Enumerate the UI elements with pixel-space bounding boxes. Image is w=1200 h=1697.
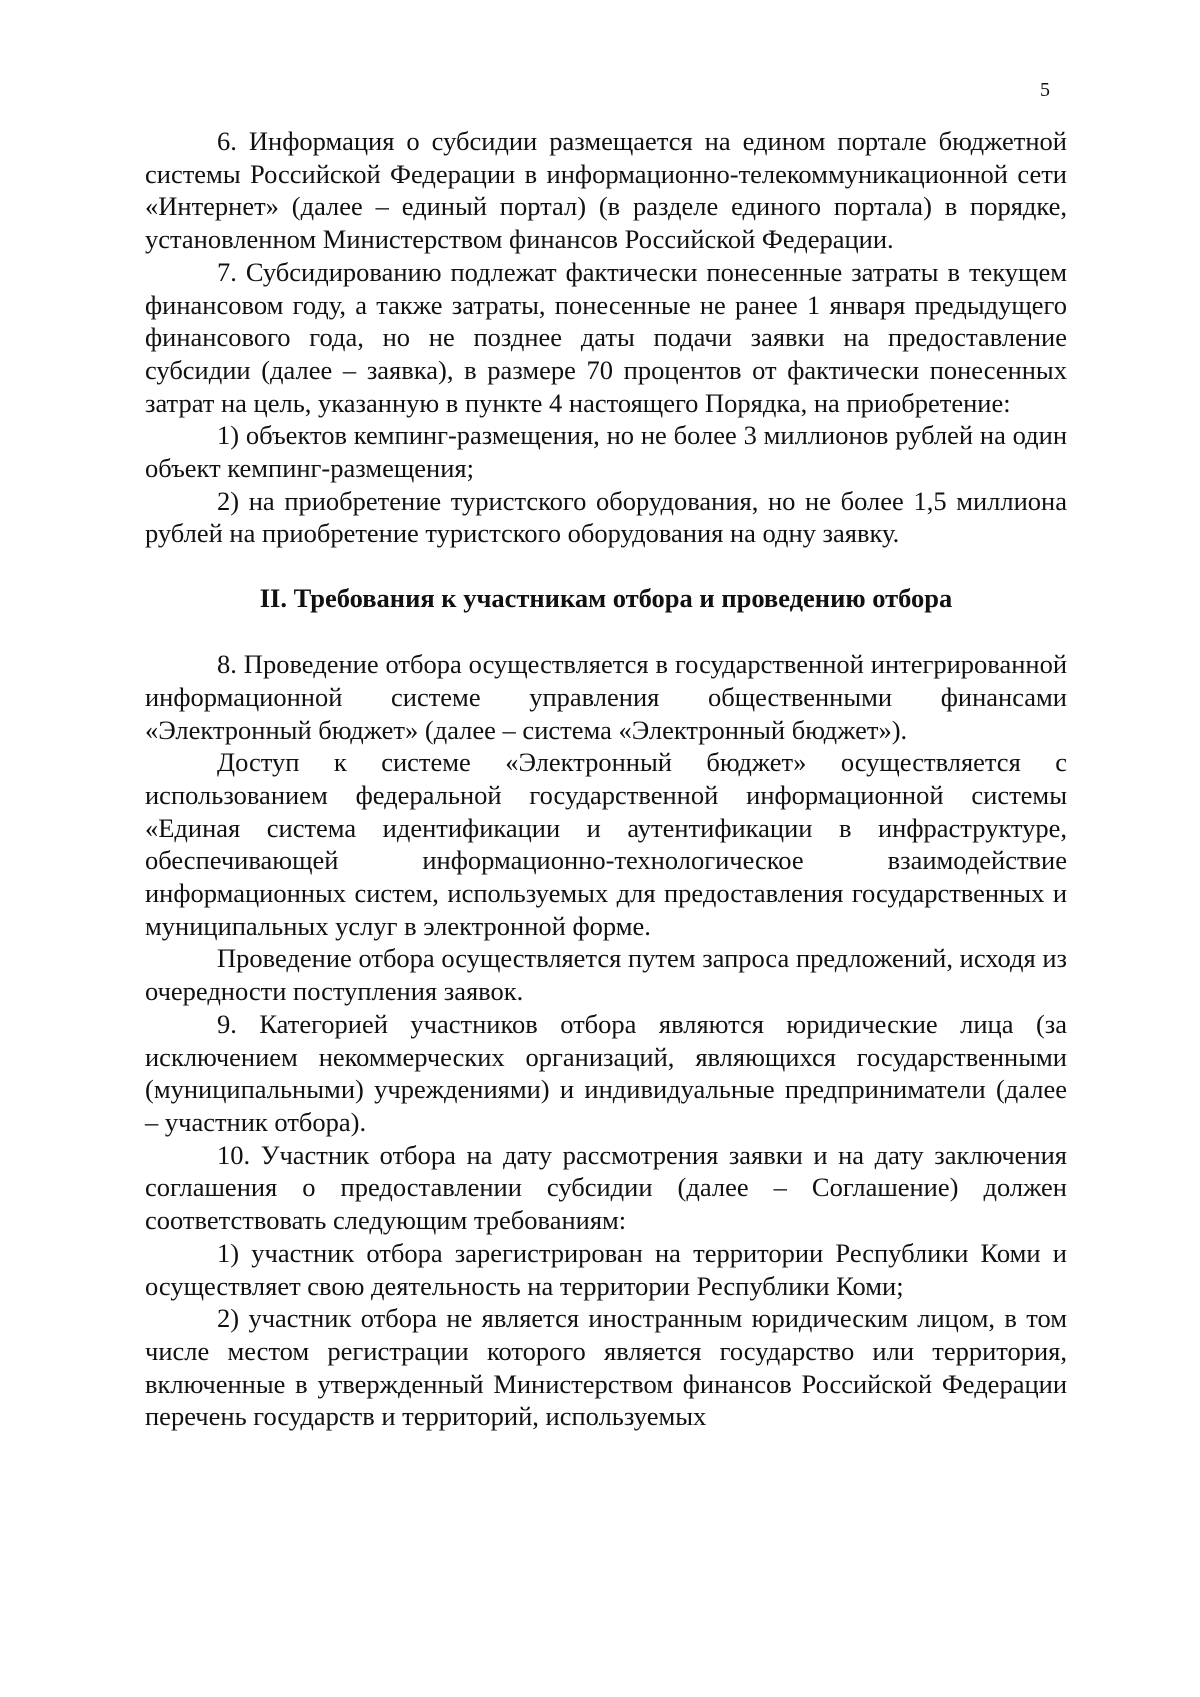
paragraph-10-item-2: 2) участник отбора не является иностранным юридическим лицом, в том числе местом регистрации которого является государство или территория, включенные в утвержденный Министерством финансов Российской Федерации перечень государств и территорий, используемых: [145, 1303, 1067, 1432]
paragraph-7-subsidized-costs: 7. Субсидированию подлежат фактически понесенные затраты в текущем финансовом году, а также затраты, понесенные не ранее 1 января предыдущего финансового года, но не позднее даты подачи заявки на предоставление субсидии (далее – заявка), в размере 70 процентов от фактически понесенных затрат на цель, указанную в пункте 4 настоящего Порядка, на приобретение:: [145, 256, 1067, 418]
paragraph-7-item-2: 2) на приобретение туристского оборудования, но не более 1,5 миллиона рублей на приобретение туристского оборудования на одну заявку.: [145, 485, 1067, 549]
paragraph-10-participant-requirements: 10. Участник отбора на дату рассмотрения заявки и на дату заключения соглашения о предоставлении субсидии (далее – Соглашение) должен соответствовать следующим требованиям:: [145, 1139, 1067, 1236]
paragraph-6-subsidy-info: 6. Информация о субсидии размещается на едином портале бюджетной системы Российской Федерации в информационно-телекоммуникационной сети «Интернет» (далее – единый портал) (в разделе единого портала) в порядке, установленном Министерством финансов Российской Федерации.: [145, 126, 1067, 255]
paragraph-10-item-1: 1) участник отбора зарегистрирован на территории Республики Коми и осуществляет свою деятельность на территории Республики Коми;: [145, 1237, 1067, 1301]
document-body: [145, 125, 1067, 1433]
section-heading: II. Требования к участникам отбора и проведению отбора: [259, 583, 953, 614]
paragraph-7-item-1: 1) объектов кемпинг-размещения, но не более 3 миллионов рублей на один объект кемпинг-размещения;: [145, 420, 1067, 484]
paragraph-selection-method: Проведение отбора осуществляется путем запроса предложений, исходя из очередности поступления заявок.: [145, 943, 1067, 1007]
paragraph-9-participant-category: 9. Категорией участников отбора являются юридические лица (за исключением некоммерческих организаций, являющихся государственными (муниципальными) учреждениями) и индивидуальные предприниматели (далее – участник отбора).: [145, 1008, 1067, 1137]
page-number: 5: [1040, 79, 1050, 101]
paragraph-8-selection-system: 8. Проведение отбора осуществляется в государственной интегрированной информационной системе управления общественными финансами «Электронный бюджет» (далее – система «Электронный бюджет»).: [145, 649, 1067, 745]
paragraph-system-access: Доступ к системе «Электронный бюджет» осуществляется с использованием федеральной государственной информационной системы «Единая система идентификации и аутентификации в инфраструктуре, обеспечивающей информационно-технологическое взаимодействие информационных систем, используемых для предоставления государственных и муниципальных услуг в электронной форме.: [145, 747, 1067, 941]
